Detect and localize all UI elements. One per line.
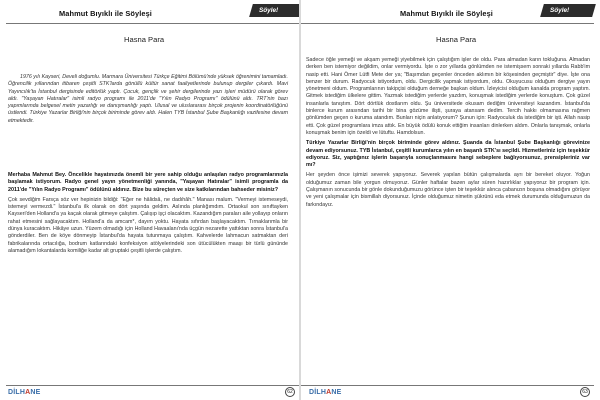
answer-text: Her şeyden önce işimizi severek yapıyoruz. Severek yapılan bütün çalışmalarda ayrı bir bereket oluyor. Yoğun olduğumuz zaman bile yorgun olmuyoruz. Günler haftalar bazen aylar süren hazırlıklar yapıyoruz bir program için. Çalışmanın sonucunda bir gönle dokunduğumuzu görünce işten bir teşekkür alınca çabanızın boşuna olmadığını görüyor ve yeni çalışmalar için bismillah diyorsunuz. İçinde olduğumuz nimetin şükrünü eda etmek durumunda olduğumuzun da farkındayız.: [306, 172, 590, 208]
magazine-logo: [8, 389, 41, 396]
question-text: Türkiye Yazarlar Birliği'nin birçok biriminde görev aldınız. Şuanda da İstanbul Şube Başkanlığı görevinize devam ediyorsunuz. TYB İstanbul, çeşitli kurumlarca yılın en başarılı STK'sı seçildi. Hizmetleriniz için teşekkür ediyoruz. Siz, yaptığınız işlerin başarıyla sonuçlanmasını hangi sebeplere bağlıyorsunuz, prensipleriniz var mı?: [306, 140, 590, 169]
section-tag: [249, 4, 299, 17]
logo-suffix: NE: [30, 389, 41, 396]
interview-body: [8, 172, 288, 258]
logo-mark: A: [326, 389, 332, 396]
page-number: 62: [285, 387, 295, 397]
page-header: [0, 0, 299, 26]
interview-body: [306, 57, 590, 212]
section-tag-label: Söyle!: [259, 7, 279, 14]
header-title: Mahmut Bıyıklı ile Söyleşi: [59, 9, 152, 18]
header-rule: [301, 23, 594, 24]
page-header: [301, 0, 600, 26]
bio-paragraph: 1976 yılı Kayseri, Develi doğumlu. Marmara Üniversitesi Türkçe Eğitimi Bölümü'nde yüksek öğrenimini tamamladı. Öğrencilik yıllarından itibaren çeşitli STK'larda gönüllü kültür sanat faaliyetlerinde bulunup dergiler çıkardı. Mavi Yayıncılık'ta İstanbul dergisinde editörlük yaptı. Çocuk, gençlik ve şehir dergilerinde yazı işleri müdürü olarak görev aldı. "Yaşayan Hatıralar" isimli radyo programı ile 2011'de "Yılın Radyo Programı" ödülünü aldı. TRT'nin bazı yapımlarında belgesel metin yazarlığı ve danışmanlığı yaptı. Ulusal ve uluslararası birçok projenin koordinatörlüğünü üstlendi. Türkiye Yazarlar Birliği'nin birçok biriminde görev aldı. Halen TYB İstanbul Şube Başkanlığı vazifesine devam etmektedir.: [8, 74, 288, 124]
section-tag-label: Söyle!: [550, 7, 570, 14]
author-name: Hasna Para: [124, 35, 165, 44]
answer-text: Sadece öğle yemeği ve akşam yemeği yiyebilmek için çalıştığım işler de oldu. Para almadan karın tokluğuna. Almadan derken ben istemiyor değildim, onlar vermiyordu. İşte o zor yıllarda gönlümden ne istemişsem sonraki yıllarda Rabb'im nasip etti. Hani Ömer Lütfi Mete der ya; "Başımdan geçenler önceden aklımın bir köşesinden geçmiştir" diye. İşte ona benzer bir durum. Radyocuk istiyordum, oldu. Dergicilik yapmak istiyordum, oldu. Okuyucusu olduğum dergiye yayın yönetmeni oldum. Programlarının takipçisi olduğum derneğe başkan oldum. İzleyicisi olduğum kanalda program yaptım. Gitmek istediğim ülkelere gittim. Yazmak istediğim yerlerde yazdım, konuşmak istediğim yerlerde konuştum. Çok güzel insanlarla tanıştım. Dört dörtlük dostlarım oldu. Şu üniversitede okusam dediğim üniversiteyi kazandım. İstanbul'da binlerce kurum arasından tarihi bir bina gözüme ilişti, şuraya atansam dedim. Tercih hakkı olmamasına rağmen gönlümden geçen o kuruma atandım. Bunları niçin anlatıyorum? Şunun için: Radyoculuk da istediğim bir işti. Allah nasip etti. Çok güzel programlara imza attık. En büyük ödülü konuk ettiğim insanları dinlerken aldım. Onlarla tanışmak, onlarla konuşmak benim için özeldi ve lütuftu. Hamdolsun.: [306, 57, 590, 136]
logo-suffix: NE: [331, 389, 342, 396]
logo-prefix: DİLH: [309, 389, 327, 396]
magazine-logo: [309, 389, 342, 396]
footer-rule: [6, 385, 299, 386]
right-page: [301, 0, 600, 400]
section-tag: [540, 4, 596, 17]
page-footer: [301, 384, 600, 400]
author-name: Hasna Para: [436, 35, 477, 44]
header-rule: [6, 23, 299, 24]
question-text: Merhaba Mahmut Bey. Öncelikle hayatınızda önemli bir yere sahip olduğu anlaşılan radyo programlarınızla başlamak istiyorum. Radyo genel yayın yönetmenliği yanında, "Yaşayan Hatıralar" isimli programla da 2011'de "Yılın Radyo Programı" ödülünü aldınız. Bize bu süreçten ve size katkılarından bahseder misiniz?: [8, 172, 288, 193]
left-page: [0, 0, 299, 400]
page-number: 63: [580, 387, 590, 397]
logo-prefix: DİLH: [8, 389, 26, 396]
page-footer: [0, 384, 299, 400]
answer-text: Çok sevdiğim Farsça söz ver hepinizin bildiği: "Eğer ne hâlidsâ, ne dadıhâh." Manası malum. "Vermeyi istemeseydi, istemeyi vermezdi." İstanbul'a ilk olarak on dört yaşında geldim. Aslında planlığımdım. Ortaokul son sınıftayken Kayseri'den Holland'a ya kaçak olarak gitmeye çalıştım. Çalışıp işçi olacaktım. Kazandığım paraları aile yollayıp onların rahat etmesini sağlayacaktım. Holland'a da amcam*, dayım yoktu. Hayata sıfırdan başlayacaktım. Tırnaklarımla bir dünya kuracaktım. Hikâye uzun. Yüzem olmadığı için Holland Havaalanı'nda üçgün nezarette yattıktan sonra İstanbul'a gönderdiler. Ben de köye dönmeyip İstanbul'da hayata tutunmaya çalıştım. Kahvelerde lahmacun satmaktan deri fabrikalarında ortacılığa, bodrum katlarındaki konfeksiyon atölyelerindeki son ütücülükten maaşı bir türlü gününde alamadığım lokantalarda komiliğe kadar alt gruptaki çeşitli işlerde çalıştım.: [8, 196, 288, 254]
logo-mark: A: [25, 389, 31, 396]
header-title: Mahmut Bıyıklı ile Söyleşi: [400, 9, 493, 18]
footer-rule: [301, 385, 594, 386]
